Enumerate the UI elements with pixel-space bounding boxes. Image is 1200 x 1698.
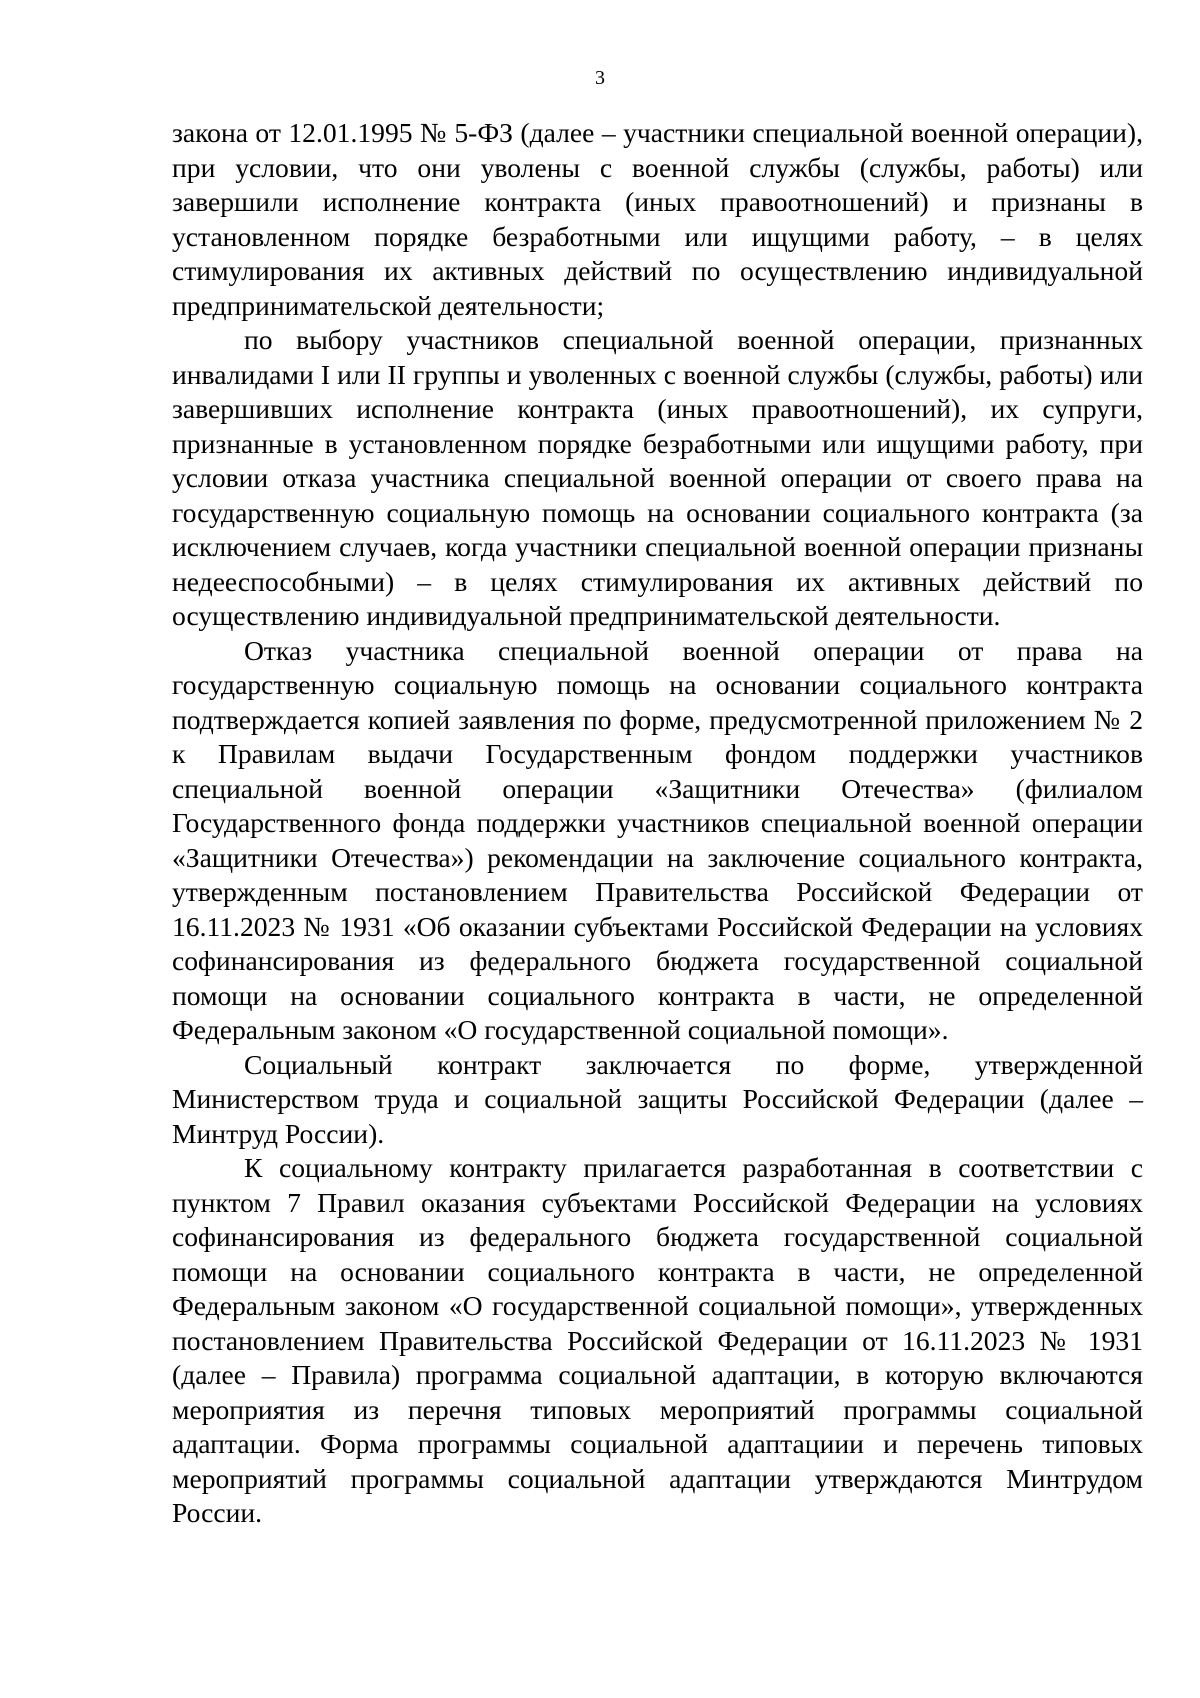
paragraph-refusal-confirmation: Отказ участника специальной военной операции от права на государственную социальную помощь на основании социального контракта подтверждается копией заявления по форме, предусмотренной приложением № 2 к Правилам выдачи Государственным фондом поддержки участников специальной военной операции «Защитники Отечества» (филиалом Государственного фонда поддержки участников специальной военной операции «Защитники Отечества») рекомендации на заключение социального контракта, утвержденным постановлением Правительства Российской Федерации от 16.11.2023 № 1931 «Об оказании субъектами Российской Федерации на условиях софинансирования из федерального бюджета государственной социальной помощи на основании социального контракта в части, не определенной Федеральным законом «О государственной социальной помощи». <box>172 634 1143 1045</box>
paragraph-continuation: закона от 12.01.1995 № 5-ФЗ (далее – участники специальной военной операции), при условии, что они уволены с военной службы (службы, работы) или завершили исполнение контракта (иных правоотношений) и признаны в установленном порядке безработными или ищущими работу, – в целях стимулирования их активных действий по осуществлению индивидуальной предпринимательской деятельности; <box>172 117 1143 321</box>
paragraph-contract-form: Социальный контракт заключается по форме, утвержденной Министерством труда и социальной защиты Российской Федерации (далее – Минтруд России). <box>172 1048 1143 1149</box>
page-number: 3 <box>595 67 605 89</box>
document-body <box>172 116 1143 1531</box>
paragraph-spouses-option: по выбору участников специальной военной операции, признанных инвалидами I или II группы и уволенных с военной службы (службы, работы) или завершивших исполнение контракта (иных правоотношений), их супруги, признанные в установленном порядке безработными или ищущими работу, при условии отказа участника специальной военной операции от своего права на государственную социальную помощь на основании социального контракта (за исключением случаев, когда участники специальной военной операции признаны недееспособными) – в целях стимулирования их активных действий по осуществлению индивидуальной предпринимательской деятельности. <box>172 324 1143 631</box>
paragraph-adaptation-program: К социальному контракту прилагается разработанная в соответствии с пунктом 7 Правил оказания субъектами Российской Федерации на условиях софинансирования из федерального бюджета государственной социальной помощи на основании социального контракта в части, не определенной Федеральным законом «О государственной социальной помощи», утвержденных постановлением Правительства Российской Федерации от 16.11.2023 № 1931 (далее – Правила) программа социальной адаптации, в которую включаются мероприятия из перечня типовых мероприятий программы социальной адаптации. Форма программы социальной адаптациии и перечень типовых мероприятий программы социальной адаптации утверждаются Минтрудом России. <box>172 1152 1143 1528</box>
